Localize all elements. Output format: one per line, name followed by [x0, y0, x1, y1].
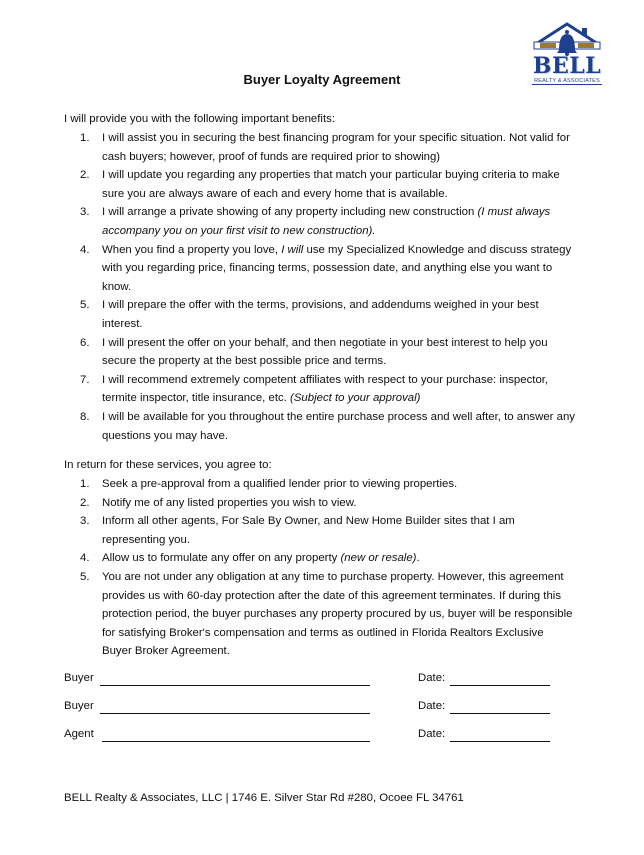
text-segment: I will present the offer on your behalf, and then negotiate in your best interest to help you secure the property at the best possible price and terms. — [102, 336, 548, 368]
text-segment: Inform all other agents, For Sale By Owner, and New Home Builder sites that I am representing you. — [102, 515, 515, 546]
service-item — [80, 568, 576, 661]
emphasized-text: (new or resale) — [340, 552, 417, 565]
footer-address: BELL Realty & Associates, LLC | 1746 E. Silver Star Rd #280, Ocoee FL 34761 — [64, 792, 464, 804]
text-segment: Allow us to formulate any offer on any property — [102, 552, 341, 565]
list-item-text — [102, 512, 576, 549]
list-number: 1. — [80, 478, 90, 490]
service-item — [80, 475, 576, 494]
emphasized-text: I will — [281, 243, 304, 256]
list-item-text — [102, 371, 576, 408]
list-item-text — [102, 408, 576, 445]
list-number: 7. — [80, 373, 90, 386]
date-label: Date: — [418, 700, 446, 712]
date-line[interactable] — [450, 741, 550, 742]
list-item-text — [102, 494, 576, 513]
text-segment: Notify me of any listed properties you wish to view. — [102, 496, 357, 509]
signature-label: Buyer — [64, 672, 94, 684]
benefit-item — [80, 203, 576, 240]
benefit-item — [80, 408, 576, 445]
signature-label: Buyer — [64, 700, 94, 712]
text-segment: When you find a property you love, — [102, 243, 282, 256]
list-item-text — [102, 334, 576, 371]
benefit-item — [80, 296, 576, 333]
signature-label: Agent — [64, 728, 94, 740]
benefits-intro: I will provide you with the following important benefits: — [64, 113, 335, 125]
benefit-item — [80, 166, 576, 203]
list-number: 4. — [80, 243, 90, 256]
services-intro: In return for these services, you agree to: — [64, 459, 272, 471]
list-number: 2. — [80, 169, 90, 182]
list-item-text — [102, 166, 576, 203]
list-number: 5. — [80, 299, 90, 312]
list-item-text — [102, 549, 576, 568]
list-number: 3. — [80, 206, 90, 219]
list-item-text — [102, 568, 576, 661]
signature-row — [64, 700, 554, 716]
logo-tagline: REALTY & ASSOCIATES — [534, 78, 600, 84]
text-segment: I will recommend extremely competent affiliates with respect to your purchase: inspector, termite inspector, title insurance, etc. — [102, 373, 549, 405]
list-number: 4. — [80, 552, 90, 565]
list-item-text — [102, 296, 576, 333]
text-segment: use my Specialized Knowledge and discuss strategy with you regarding price, financing terms, possession date, and anything else you want to know. — [102, 243, 572, 293]
list-number: 2. — [80, 496, 90, 509]
list-item-text — [102, 241, 576, 297]
text-segment: You are not under any obligation at any time to purchase property. However, this agreement provides us with 60-day protection after the date of this agreement terminates. If during this protection period, the buyer purchases any property procured by us, buyer will be responsible for satisfying Broker's compensation and terms as outlined in Florida Realtors Exclusive Buyer Broker Agreement. — [102, 570, 573, 658]
text-segment: I will assist you in securing the best financing program for your specific situation. Not valid for cash buyers; however, proof of funds are required prior to showing) — [102, 132, 570, 163]
benefit-item — [80, 241, 576, 297]
logo-wordmark: BELL — [532, 53, 602, 79]
emphasized-text: (I must always accompany you on your first visit to new construction). — [102, 206, 551, 237]
list-item-text — [102, 475, 576, 494]
emphasized-text: (Subject to your approval) — [290, 392, 421, 405]
service-item — [80, 512, 576, 549]
list-item-text — [102, 129, 576, 166]
benefit-item — [80, 129, 576, 166]
services-list — [80, 475, 576, 661]
benefits-list — [80, 129, 576, 445]
list-number: 1. — [80, 132, 90, 144]
date-line[interactable] — [450, 713, 550, 714]
list-number: 6. — [80, 336, 90, 349]
list-number: 5. — [80, 570, 90, 583]
text-segment: I will arrange a private showing of any property including new construction — [102, 206, 478, 219]
service-item — [80, 494, 576, 513]
list-number: 3. — [80, 515, 90, 528]
service-item — [80, 549, 576, 568]
date-label: Date: — [418, 728, 446, 740]
text-segment: I will be available for you throughout the entire purchase process and well after, to answer any questions you may have. — [102, 410, 575, 442]
signature-line[interactable] — [100, 713, 370, 714]
signature-line[interactable] — [102, 741, 370, 742]
signature-row — [64, 672, 554, 688]
date-label: Date: — [418, 672, 446, 684]
text-segment: Seek a pre-approval from a qualified lender prior to viewing properties. — [102, 478, 458, 490]
signature-line[interactable] — [100, 685, 370, 686]
benefit-item — [80, 334, 576, 371]
text-segment: I will update you regarding any properties that match your particular buying criteria to make sure you are always aware of each and every home that is available. — [102, 169, 560, 200]
text-segment: I will prepare the offer with the terms, provisions, and addendums weighed in your best interest. — [102, 299, 539, 330]
signature-row — [64, 728, 554, 744]
document-title: Buyer Loyalty Agreement — [243, 72, 401, 87]
benefit-item — [80, 371, 576, 408]
text-segment: . — [416, 552, 420, 565]
list-item-text — [102, 203, 576, 240]
list-number: 8. — [80, 410, 90, 423]
date-line[interactable] — [450, 685, 550, 686]
